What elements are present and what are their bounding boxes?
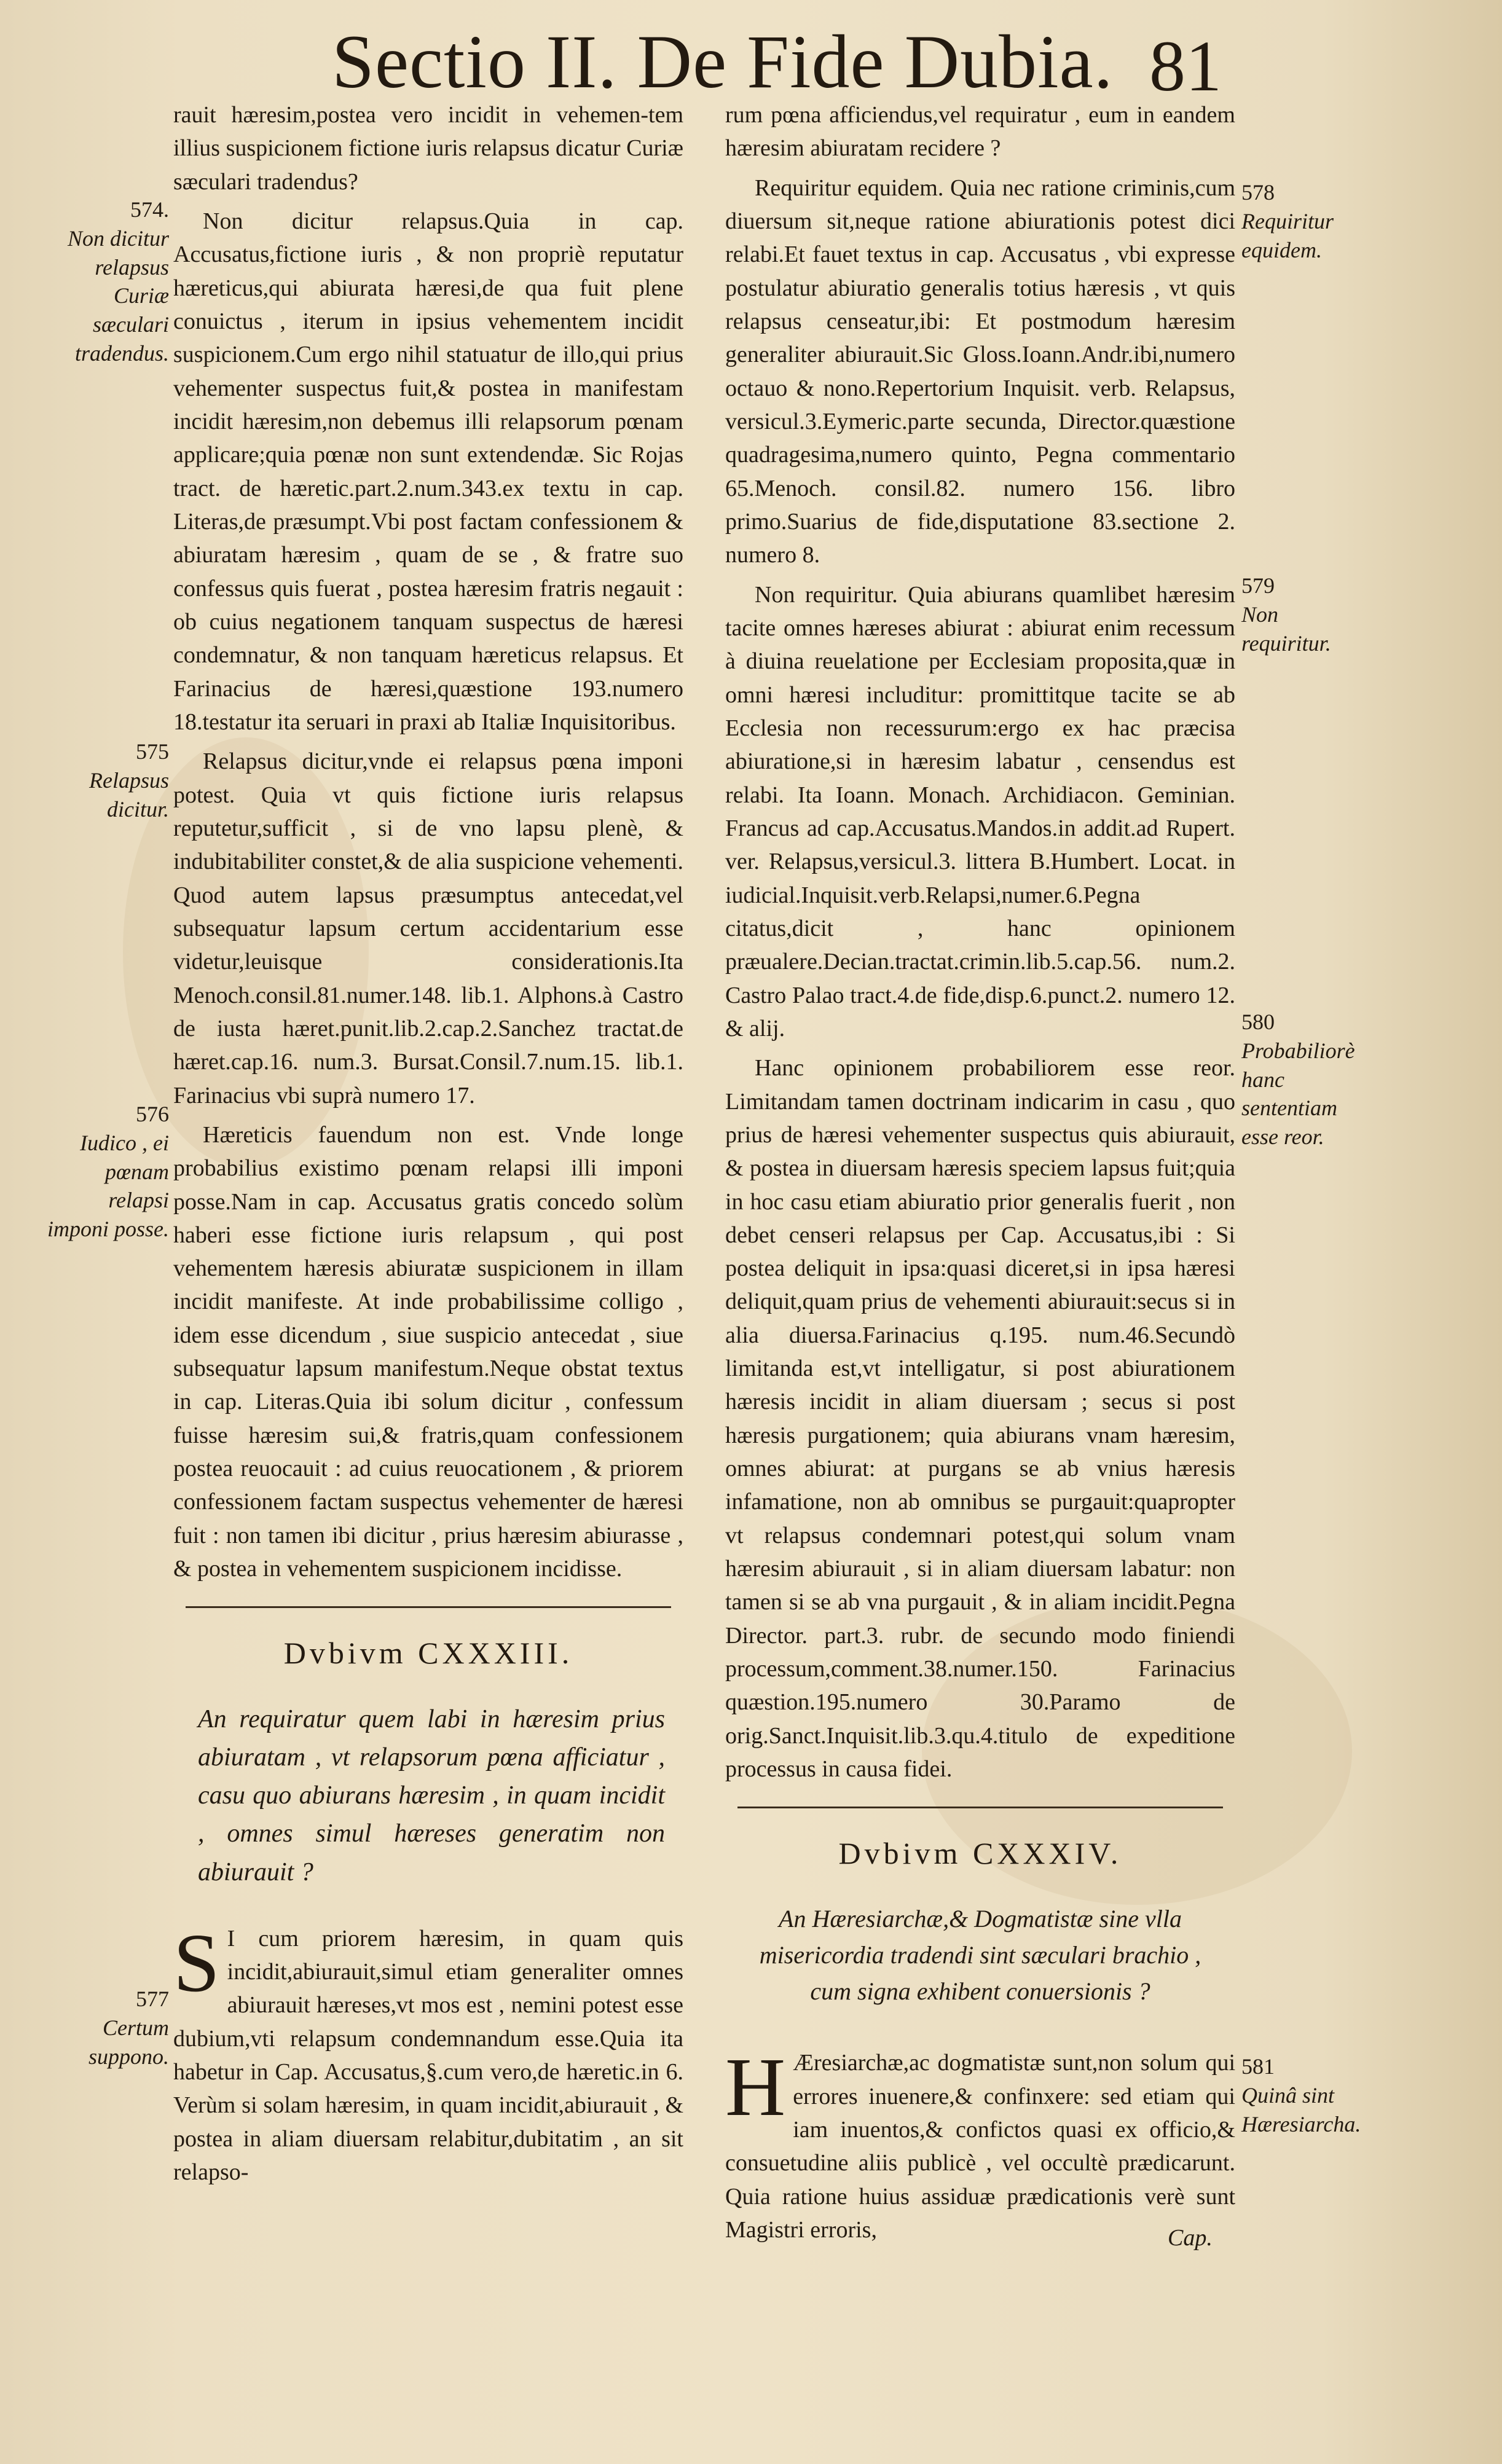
body-paragraph: rum pœna afficiendus,vel requiratur , eum in eandem hæresim abiuratam recidere ? xyxy=(725,102,1235,162)
body-paragraph: Hæreticis fauendum non est. Vnde longe probabilius existimo pœnam relapsi illi imponi posse.Nam in cap. Accusatus gratis concedo solùm haberi esse fictione iuris relapsum , qui post vehementem hæresis abiuratæ suspicionem in illam incidit manifeste. At inde probabilissime colligo , idem esse dicendum , siue suspicio antecedat , siue subsequatur lapsum manifestum.Neque obstat textus in cap. Literas.Quia ibi solum dicitur , confessum fuisse hæresim sui,& fratris,quam confessionem postea reuocauit : ad cuius reuocationem , & priorem confessionem factam suspectus vehementer de hæresi fuit : non tamen ibi dicitur , prius hæresim abiurasse , & postea in vehementem suspicionem incidisse. xyxy=(173,1121,683,1582)
body-paragraph-dropcap xyxy=(173,1917,683,2189)
margin-note-number: 577 xyxy=(136,1987,169,2011)
margin-note-number: 574. xyxy=(130,197,169,222)
section-rule xyxy=(186,1606,671,1608)
margin-note-577 xyxy=(43,1985,169,2071)
margin-note-579 xyxy=(1241,571,1364,657)
dubium-question: An Hæresiarchæ,& Dogmatistæ sine vlla misericordia tradendi sint sæculari brachio , cum signa exhibent conuersionis ? xyxy=(759,1904,1201,2006)
margin-note-number: 579 xyxy=(1241,573,1275,598)
margin-note-580 xyxy=(1241,1008,1364,1152)
body-text: Æresiarchæ,ac dogmatistæ sunt,non solum qui errores inuenere,& confinxere: sed etiam qui iam inuentos,& confictos quasi ex officio,& consuetudine aliis publicè , vel occultè prædicarunt. Quia ratione huius assiduæ prædicationis verè sunt Magistri erroris, xyxy=(725,2050,1235,2243)
margin-note-574 xyxy=(43,195,169,368)
margin-note-number: 580 xyxy=(1241,1010,1275,1034)
right-column xyxy=(725,98,1235,2335)
margin-note-text: Requiritur equidem. xyxy=(1241,208,1334,262)
margin-note-text: Non requiritur. xyxy=(1241,602,1331,656)
margin-note-text: Non dicitur relapsus Curiæ sæculari tradendus. xyxy=(67,226,169,366)
page-number: 81 xyxy=(1149,26,1222,106)
margin-note-text: Quinâ sint Hæresiarcha. xyxy=(1241,2082,1361,2136)
margin-note-578 xyxy=(1241,178,1364,264)
catchword: Cap. xyxy=(1168,2225,1213,2251)
running-head-title: Sectio II. De Fide Dubia. xyxy=(332,20,1114,104)
margin-note-text: Certum suppono. xyxy=(88,2015,169,2069)
drop-cap: S xyxy=(173,1917,220,2009)
body-paragraph: Non dicitur relapsus.Quia in cap. Accusatus,fictione iuris , & non propriè reputatur hæreticus,qui abiurata hæresi,de qua fuit plene conuictus , iterum in ipsius vehementem incidit suspicionem.Cum ergo nihil statuatur de illo,qui prius vehementer suspectus fuit,& postea in manifestam incidit hæresim,non debemus illi relapsorum pœnam applicare;quia pœnæ non sunt extendendæ. Sic Rojas tract. de hæretic.part.2.num.343.ex textu in cap. Literas,de præsumpt.Vbi post factam confessionem & abiuratam hæresim , quam de se , & fratre suo confessus quis fuerat , postea hæresim fratris negauit : ob cuius negationem tanquam suspectus de hæresi condemnatur, & non tanquam hæreticus relapsus. Et Farinacius de hæresi,quæstione 193.numero 18.testatur ita seruari in praxi ab Italiæ Inquisitoribus. xyxy=(173,208,683,735)
running-head xyxy=(0,12,1502,104)
margin-note-575 xyxy=(43,737,169,823)
body-paragraph: rauit hæresim,postea vero incidit in vehemen-tem illius suspicionem fictione iuris relapsus dicatur Curiæ sæculari tradendus? xyxy=(173,102,683,195)
body-paragraph: Hanc opinionem probabiliorem esse reor. Limitandam tamen doctrinam indicarim in casu , quo prius de hæresi vehementer suspectus quis abiurauit, & postea in diuersam hæresis speciem lapsus fuit;quia in hoc casu etiam abiuratio prior generalis fuerit , non debet censeri relapsus per Cap. Accusatus,ibi : Si postea deliquit in ipsa:quasi diceret,si in ipsa hæresi deliquit,quam prius de vehementi abiurauit:secus si in alia diuersa.Farinacius q.195. num.46.Secundò limitanda est,vt intelligatur, si post abiurationem hæresis incidit in aliam diuersam ; secus si post hæresis purgationem; quia abiurans vnam hæresim, omnes abiurat: at purgans se ab vnius hæresis infamatione, non ab omnibus se purgauit:quapropter vt relapsus condemnari potest,qui solum vnam hæresim abiurauit , si in aliam diuersam labatur: non tamen si se ab vna purgauit , & in aliam incidit.Pegna Director. part.3. rubr. de secundo modo finiendi processum,comment.38.numer.150. Farinacius quæstion.195.numero 30.Paramo de orig.Sanct.Inquisit.lib.3.qu.4.titulo de expeditione processus in causa fidei. xyxy=(725,1055,1235,1783)
dubium-heading: Dvbivm CXXXIII. xyxy=(283,1636,573,1671)
section-rule xyxy=(737,1807,1223,1808)
margin-note-number: 581 xyxy=(1241,2054,1275,2079)
margin-note-581 xyxy=(1241,2052,1364,2138)
margin-note-text: Probabiliorè hanc sententiam esse reor. xyxy=(1241,1038,1355,1150)
margin-note-number: 578 xyxy=(1241,180,1275,205)
margin-note-text: Iudico , ei pœnam relapsi imponi posse. xyxy=(47,1130,169,1242)
margin-note-number: 576 xyxy=(136,1102,169,1126)
dubium-heading: Dvbivm CXXXIV. xyxy=(838,1836,1122,1871)
body-paragraph: Relapsus dicitur,vnde ei relapsus pœna imponi potest. Quia vt quis fictione iuris relapsus reputetur,sufficit , si de vno lapsu plenè, & indubitabiliter constet,& de alia suspicione vehementi. Quod autem lapsus præsumptus antecedat,vel subsequatur lapsum certum accidentarium esse videtur,leuisque considerationis.Ita Menoch.consil.81.numer.148. lib.1. Alphons.à Castro de iusta hæret.punit.lib.2.cap.2.Sanchez tractat.de hæret.cap.16. num.3. Bursat.Consil.7.num.15. lib.1. Farinacius vbi suprà numero 17. xyxy=(173,748,683,1108)
margin-note-text: Relapsus dicitur. xyxy=(89,767,169,822)
body-paragraph: Non requiritur. Quia abiurans quamlibet hæresim tacite omnes hæreses abiurat : abiurat enim recessum à diuina reuelatione per Ecclesiam proposita,quæ in omni hæresi includitur: promittitque tacite se ab Ecclesia non recessurum:ergo ex hac præcisa abiuratione,si in hæresim labatur , censendus est relabi. Ita Ioann. Monach. Archidiacon. Geminian. Francus ad cap.Accusatus.Mandos.in addit.ad Rupert. ver. Relapsus,versicul.3. littera B.Humbert. Locat. in iudicial.Inquisit.verb.Relapsi,numer.6.Pegna citatus,dicit , hanc opinionem præualere.Decian.tractat.crimin.lib.5.cap.56. num.2. Castro Palao tract.4.de fide,disp.6.punct.2. numero 12. & alij. xyxy=(725,581,1235,1042)
margin-note-576 xyxy=(43,1100,169,1244)
body-text: I cum priorem hæresim, in quam quis incidit,abiurauit,simul etiam generaliter omnes abiurauit hæreses,vt mos est , nemini potest esse dubium,vti relapsum condemnandum esse.Quia ita habetur in Cap. Accusatus,§.cum vero,de hæretic.in 6. Verùm si solam hæresim, in quam incidit,abiurauit , & postea in aliam diuersam relabitur,dubitatim , an sit relapso- xyxy=(173,1925,683,2186)
body-paragraph-dropcap xyxy=(725,2041,1235,2246)
margin-note-number: 575 xyxy=(136,739,169,764)
left-column xyxy=(173,98,683,2335)
drop-cap: H xyxy=(725,2041,786,2134)
body-paragraph: Requiritur equidem. Quia nec ratione criminis,cum diuersum sit,neque ratione abiurationis potest dici relabi.Et fauet textus in cap. Accusatus , vbi expresse postulatur abiuratio generalis totius hæresis , vt quis relapsus censeatur,ibi: Et postmodum hæresim generaliter abiurauit.Sic Gloss.Ioann.Andr.ibi,numero octauo & nono.Repertorium Inquisit. verb. Relapsus, versicul.3.Eymeric.parte secunda, Director.quæstione quadragesima,numero quinto, Pegna commentario 65.Menoch. consil.82. numero 156. libro primo.Suarius de fide,disputatione 83.sectione 2. numero 8. xyxy=(725,175,1235,568)
dubium-question: An requiratur quem labi in hæresim prius abiuratam , vt relapsorum pœna afficiatur , casu quo abiurans hæresim , in quam incidit , omnes simul hæreses generatim non abiurauit ? xyxy=(198,1705,665,1886)
